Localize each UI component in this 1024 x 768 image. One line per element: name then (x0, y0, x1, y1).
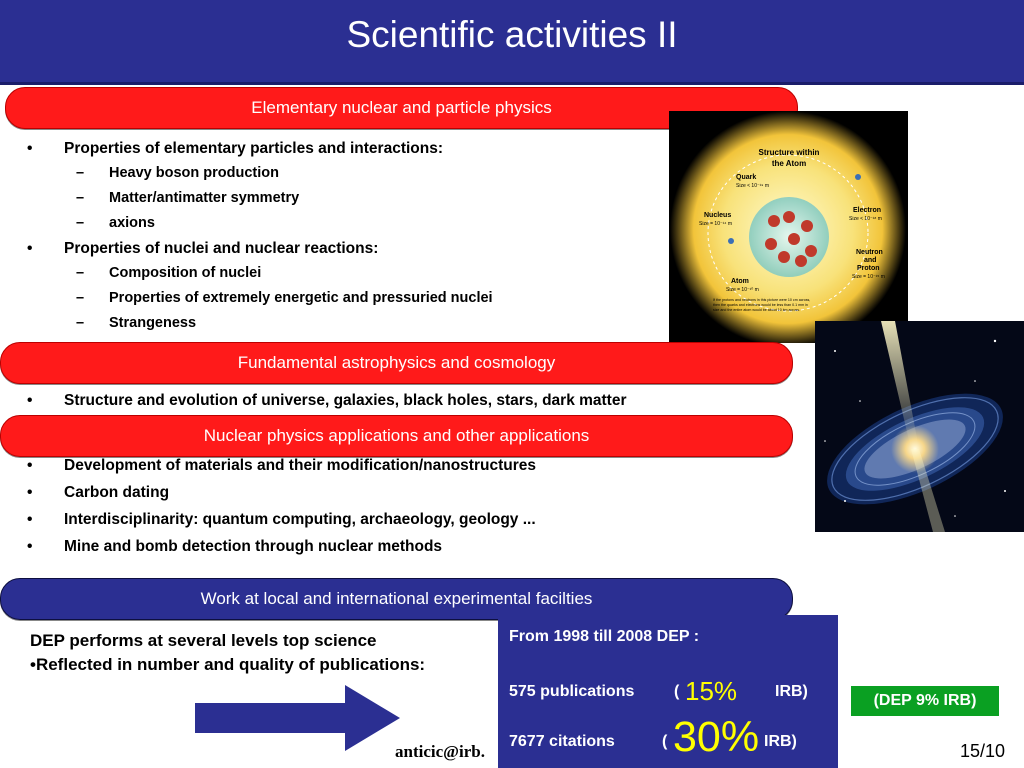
publication-stats-box (498, 615, 838, 768)
stats-irb: IRB) (764, 733, 797, 750)
page-number: 15/10 (960, 741, 1006, 761)
stats-citations-percent: 30% (673, 713, 760, 761)
atom-footnote: size and the entire atom would be about 10 km across. (713, 308, 801, 312)
stats-irb: IRB) (775, 683, 808, 700)
right-arrow-icon (195, 685, 400, 751)
list-item: • Interdisciplinarity: quantum computing, archaeology, geology ... (27, 511, 536, 528)
list-item: – Strangeness (76, 315, 197, 331)
galaxy-image (815, 321, 1024, 532)
banner-label: Nuclear physics applications and other applications (203, 426, 590, 445)
label-nucleus: Nucleus (704, 212, 732, 219)
label-quark-size: Size < 10⁻¹⁹ m (736, 183, 769, 189)
list-item: – Matter/antimatter symmetry (76, 190, 300, 206)
label-atom-size: Size = 10⁻¹⁰ m (726, 287, 759, 293)
atom-footnote: then the quarks and electrons would be less than 0.1 mm in (713, 303, 808, 307)
atom-figure-title: the Atom (771, 159, 807, 168)
label-quark: Quark (736, 174, 757, 181)
banner-astrophysics (0, 342, 793, 384)
label-neutron-size: Size = 10⁻¹⁵ m (852, 274, 885, 280)
list-item: • Development of materials and their modification/nanostructures (27, 457, 536, 474)
list-item: • Structure and evolution of universe, galaxies, black holes, stars, dark matter (27, 392, 627, 409)
stats-period: From 1998 till 2008 DEP : (509, 628, 700, 645)
banner-facilities (0, 578, 793, 620)
label-electron: Electron (853, 207, 882, 214)
banner-label: Elementary nuclear and particle physics (251, 98, 552, 117)
label-electron-size: Size < 10⁻¹⁸ m (849, 216, 882, 222)
summary-text (30, 629, 425, 677)
title-bar (0, 0, 1024, 85)
stats-publications-label: 575 publications (509, 683, 635, 700)
author-email: anticic@irb. (395, 742, 485, 761)
label-neutron: and (864, 257, 877, 264)
summary-line: •Reflected in number and quality of publications: (30, 655, 426, 674)
summary-line: DEP performs at several levels top science (30, 631, 377, 650)
list-item: – Properties of extremely energetic and pressuried nuclei (76, 290, 493, 306)
atom-structure-illustration (669, 111, 908, 343)
label-neutron: Proton (857, 265, 880, 272)
atom-footnote: If the protons and neutrons in this picture were 10 cm across, (713, 298, 811, 302)
list-particle-physics (0, 136, 493, 336)
stats-paren: ( (674, 683, 680, 700)
galaxy-illustration (815, 321, 1024, 532)
label-neutron: Neutron (856, 249, 883, 256)
list-item: • Carbon dating (27, 484, 170, 501)
list-item: • Mine and bomb detection through nuclear methods (27, 538, 443, 555)
badge-label: (DEP 9% IRB) (873, 692, 977, 709)
stats-citations-label: 7677 citations (509, 733, 615, 750)
list-applications (0, 452, 536, 560)
slide-title: Scientific activities II (346, 14, 678, 55)
list-item: – axions (76, 215, 155, 231)
stats-paren: ( (662, 733, 668, 750)
label-nucleus-size: Size = 10⁻¹⁴ m (699, 221, 732, 227)
banner-applications (0, 415, 793, 457)
label-atom: Atom (731, 278, 749, 285)
atom-structure-image (669, 111, 908, 343)
dep-share-badge (850, 685, 1000, 717)
list-item: • Properties of elementary particles and interactions: (27, 140, 444, 157)
banner-label: Work at local and international experimental facilties (200, 589, 593, 608)
atom-figure-title: Structure within (758, 148, 820, 157)
banner-label: Fundamental astrophysics and cosmology (237, 353, 556, 372)
list-item: • Properties of nuclei and nuclear reactions: (27, 240, 379, 257)
stats-publications-percent: 15% (685, 676, 738, 706)
list-item: – Heavy boson production (76, 165, 279, 181)
list-item: – Composition of nuclei (76, 265, 262, 281)
list-astrophysics (0, 388, 627, 413)
